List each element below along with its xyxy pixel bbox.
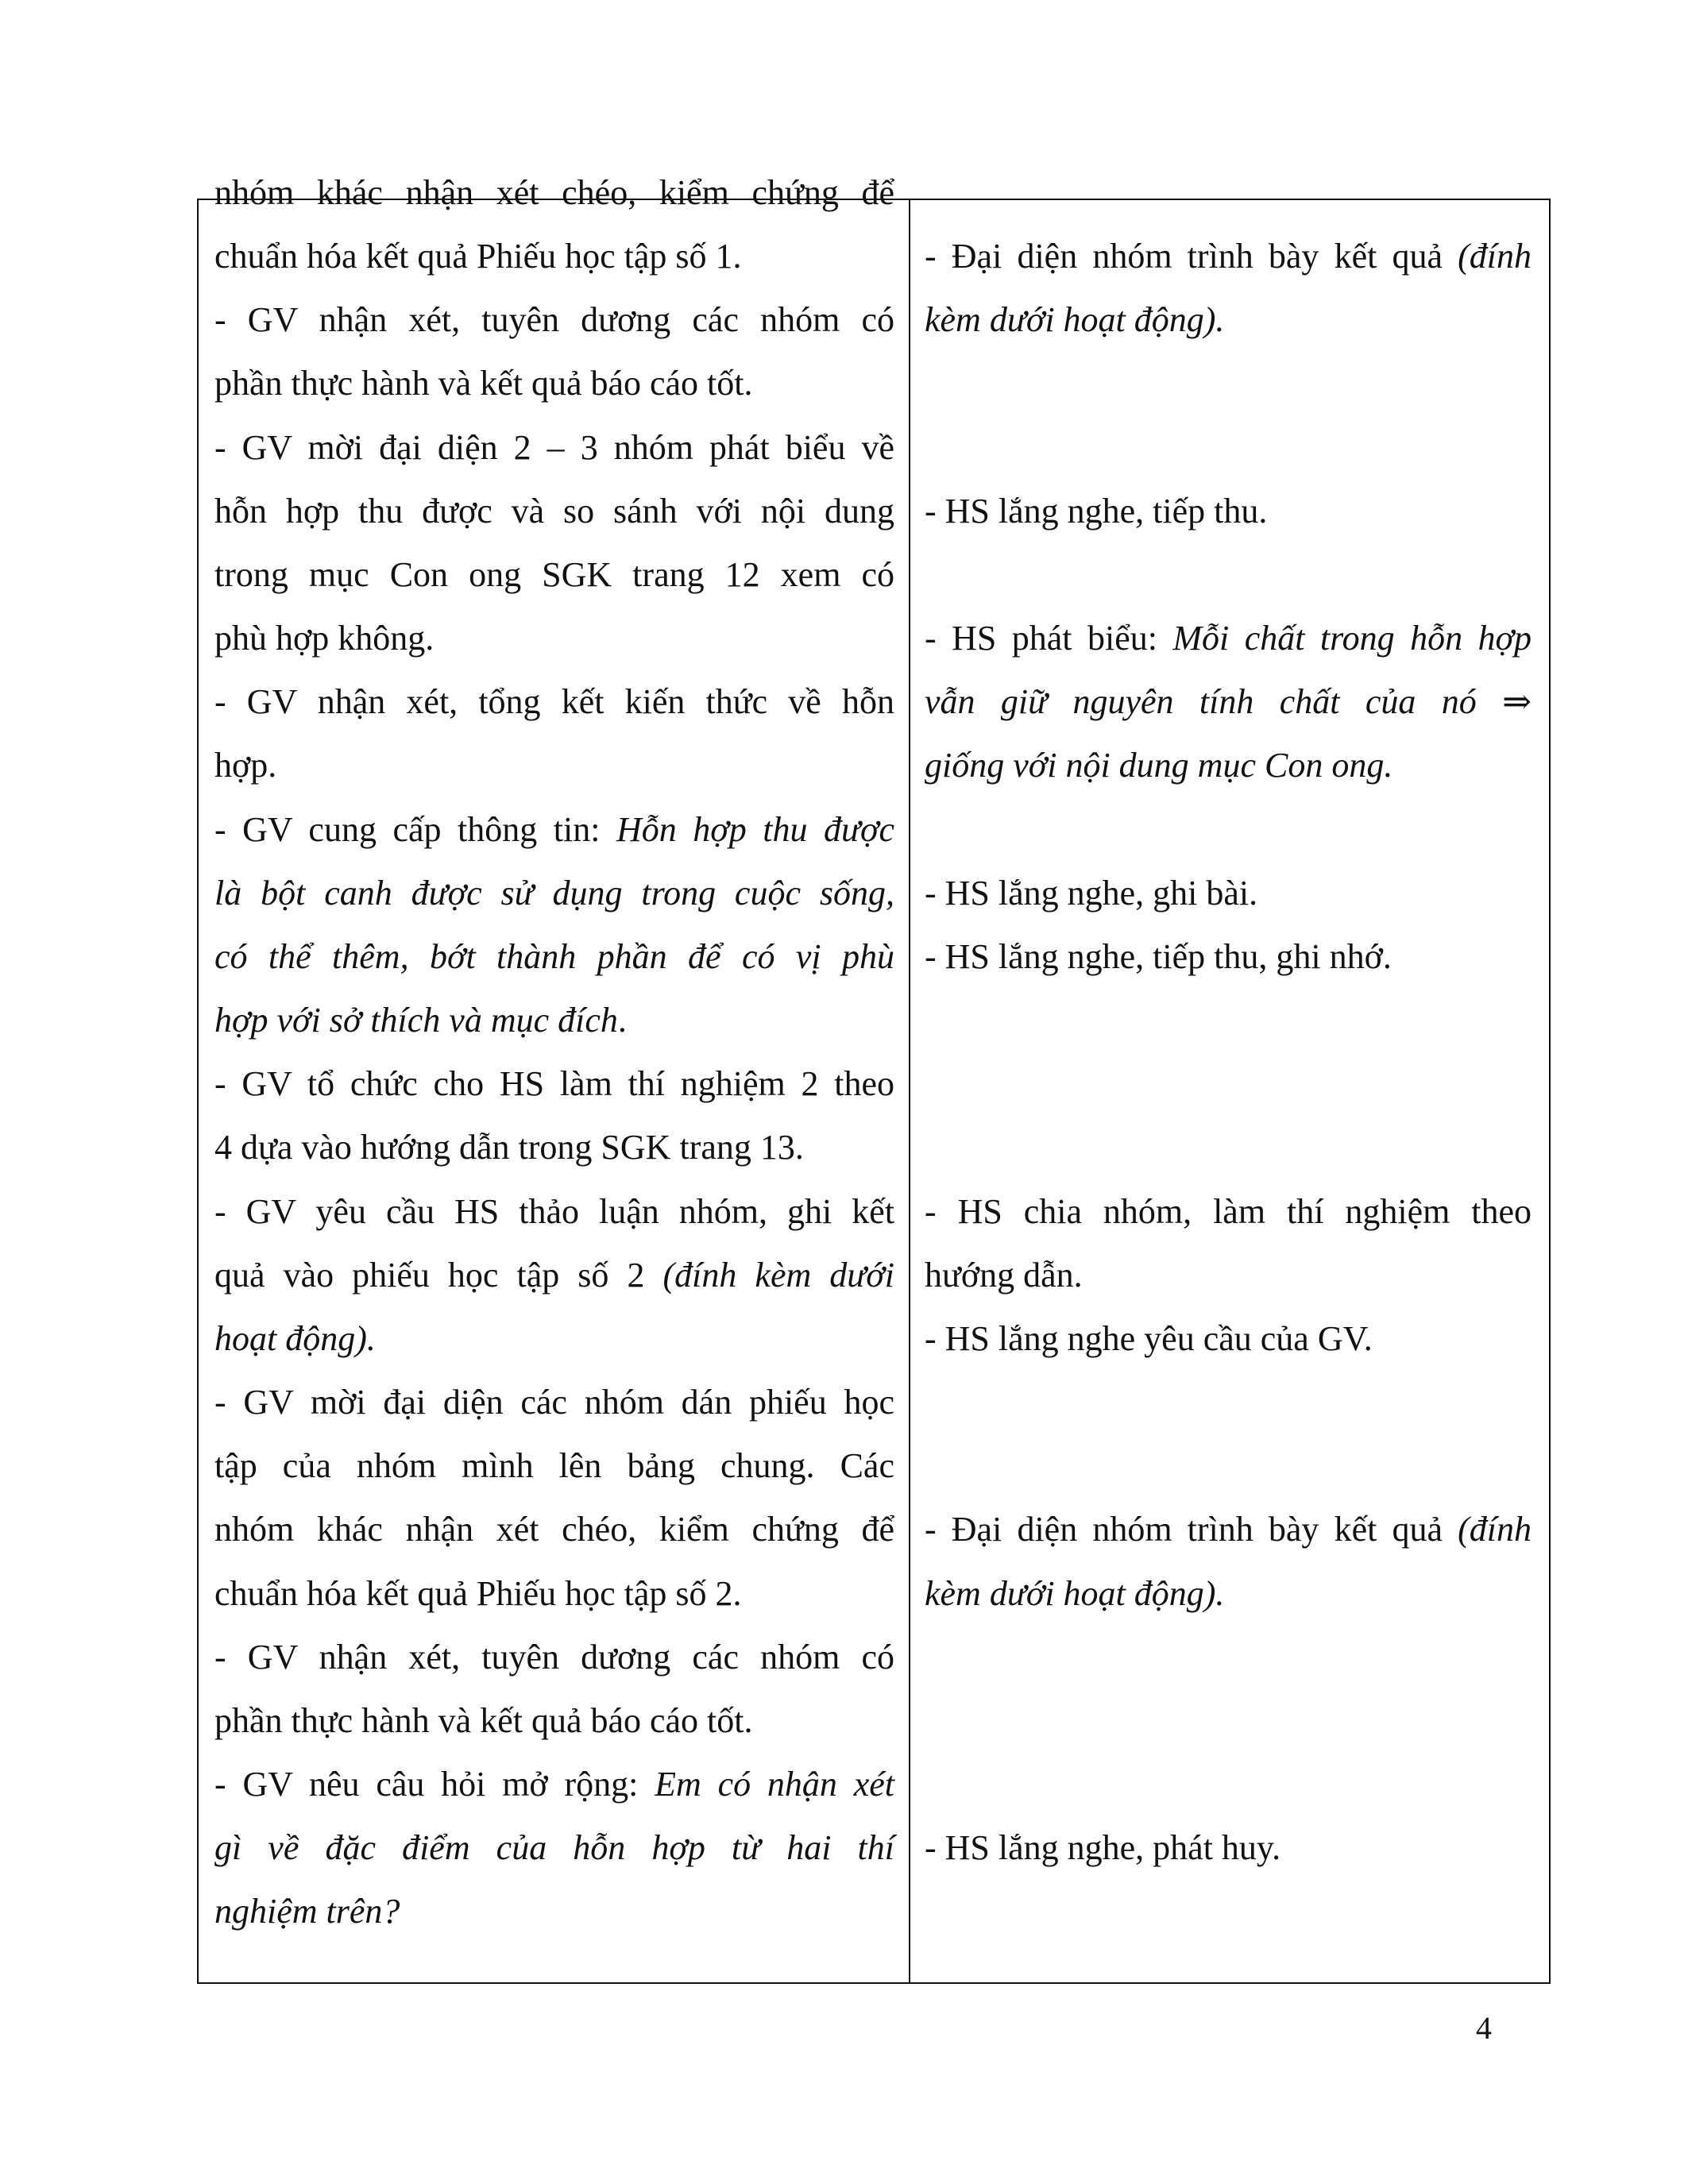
student-text-line — [925, 924, 1532, 989]
student-text-line — [925, 1243, 1532, 1307]
teacher-text-line — [214, 797, 894, 862]
page-number: 4 — [1476, 2010, 1492, 2046]
text-segment: giống với nội dung mục Con ong. — [925, 746, 1393, 785]
teacher-text-line — [214, 733, 894, 797]
teacher-text-line — [214, 1561, 894, 1626]
teacher-text-line — [214, 1051, 894, 1116]
teacher-text-line — [214, 1815, 894, 1880]
teacher-text-line — [214, 1243, 894, 1307]
teacher-text-line — [214, 988, 894, 1052]
teacher-text-line — [214, 479, 894, 543]
text-segment: - GV nhận xét, tuyên dương các nhóm có — [214, 300, 894, 339]
column-divider — [909, 200, 910, 1982]
teacher-text-line — [214, 1179, 894, 1244]
text-segment: nghiệm trên? — [214, 1892, 400, 1931]
text-segment: chuẩn hóa kết quả Phiếu học tập số 2. — [214, 1574, 742, 1613]
text-segment: phù hợp không. — [214, 619, 435, 658]
student-text-line — [925, 1306, 1532, 1371]
text-segment: gì về đặc điểm của hỗn hợp từ hai thí — [214, 1828, 894, 1867]
text-segment: Hỗn hợp thu được — [616, 810, 894, 849]
text-segment: quả vào phiếu học tập số 2 — [214, 1256, 663, 1295]
text-segment: - GV cung cấp thông tin: — [214, 810, 616, 849]
student-text-line — [925, 1815, 1532, 1880]
text-segment: Mỗi chất trong hỗn hợp — [1172, 619, 1532, 658]
text-segment: - GV nêu câu hỏi mở rộng: — [214, 1765, 655, 1804]
teacher-text-line — [214, 287, 894, 352]
text-segment: - GV mời đại diện các nhóm dán phiếu học — [214, 1383, 894, 1422]
text-segment: (đính kèm dưới — [662, 1256, 894, 1295]
teacher-text-line — [214, 1115, 894, 1179]
student-text-line — [925, 606, 1532, 670]
teacher-text-line — [214, 1306, 894, 1371]
text-segment: (đính — [1458, 1510, 1532, 1549]
text-segment: - GV nhận xét, tổng kết kiến thức về hỗn — [214, 682, 894, 721]
text-segment: 4 dựa vào hướng dẫn trong SGK trang 13. — [214, 1128, 804, 1167]
text-segment: hướng dẫn. — [925, 1256, 1083, 1295]
text-segment: - HS lắng nghe, ghi bài. — [925, 874, 1258, 913]
text-segment: - GV nhận xét, tuyên dương các nhóm có — [214, 1638, 894, 1677]
text-segment: kèm dưới hoạt động). — [925, 300, 1225, 339]
text-segment: trong mục Con ong SGK trang 12 xem có — [214, 555, 894, 594]
text-segment: hợp với sở thích và mục đích — [214, 1001, 618, 1040]
student-text-line — [925, 1497, 1532, 1561]
text-segment: vẫn giữ nguyên tính chất của nó ⇒ — [925, 682, 1532, 721]
text-segment: chuẩn hóa kết quả Phiếu học tập số 1. — [214, 237, 742, 276]
text-segment: - HS lắng nghe yêu cầu của GV. — [925, 1319, 1373, 1358]
text-segment: hợp. — [214, 746, 277, 785]
text-segment: - Đại diện nhóm trình bày kết quả — [925, 237, 1458, 276]
teacher-text-line — [214, 224, 894, 288]
student-text-line — [925, 224, 1532, 288]
text-segment: Em có nhận xét — [655, 1765, 895, 1804]
teacher-text-line — [214, 1625, 894, 1689]
text-segment: - HS lắng nghe, tiếp thu, ghi nhớ. — [925, 937, 1392, 976]
student-text-line — [925, 669, 1532, 734]
text-segment: nhóm khác nhận xét chéo, kiểm chứng để — [214, 1510, 894, 1549]
text-segment: . — [617, 1001, 627, 1040]
text-segment: (đính — [1458, 237, 1532, 276]
teacher-text-line — [214, 669, 894, 734]
student-text-line — [925, 1561, 1532, 1626]
text-segment: phần thực hành và kết quả báo cáo tốt. — [214, 364, 753, 403]
teacher-text-line — [214, 160, 894, 225]
teacher-text-line — [214, 1497, 894, 1561]
teacher-text-line — [214, 1433, 894, 1498]
text-segment: - Đại diện nhóm trình bày kết quả — [925, 1510, 1458, 1549]
student-text-line — [925, 287, 1532, 352]
text-segment: - HS lắng nghe, tiếp thu. — [925, 492, 1268, 531]
teacher-text-line — [214, 1752, 894, 1816]
teacher-text-line — [214, 1688, 894, 1753]
text-segment: - HS chia nhóm, làm thí nghiệm theo — [925, 1192, 1532, 1231]
text-segment: kèm dưới hoạt động). — [925, 1574, 1225, 1613]
student-text-line — [925, 479, 1532, 543]
teacher-text-line — [214, 351, 894, 415]
teacher-text-line — [214, 924, 894, 989]
text-segment: là bột canh được sử dụng trong cuộc sống, — [214, 874, 894, 913]
student-text-line — [925, 1179, 1532, 1244]
text-segment: - HS lắng nghe, phát huy. — [925, 1828, 1281, 1867]
text-segment: hỗn hợp thu được và so sánh với nội dung — [214, 492, 894, 531]
text-segment: nhóm khác nhận xét chéo, kiểm chứng để — [214, 173, 894, 212]
teacher-text-line — [214, 415, 894, 480]
text-segment: hoạt động). — [214, 1319, 376, 1358]
text-segment: - GV yêu cầu HS thảo luận nhóm, ghi kết — [214, 1192, 894, 1231]
text-segment: có thể thêm, bớt thành phần để có vị phù — [214, 937, 894, 976]
teacher-text-line — [214, 542, 894, 607]
student-text-line — [925, 861, 1532, 925]
text-segment: phần thực hành và kết quả báo cáo tốt. — [214, 1701, 753, 1740]
text-segment: - GV tổ chức cho HS làm thí nghiệm 2 theo — [214, 1064, 894, 1103]
text-segment: - HS phát biểu: — [925, 619, 1173, 658]
teacher-text-line — [214, 606, 894, 670]
student-text-line — [925, 733, 1532, 797]
text-segment: - GV mời đại diện 2 – 3 nhóm phát biểu về — [214, 428, 894, 467]
teacher-text-line — [214, 1370, 894, 1434]
teacher-text-line — [214, 1879, 894, 1943]
teacher-text-line — [214, 861, 894, 925]
text-segment: tập của nhóm mình lên bảng chung. Các — [214, 1446, 894, 1485]
